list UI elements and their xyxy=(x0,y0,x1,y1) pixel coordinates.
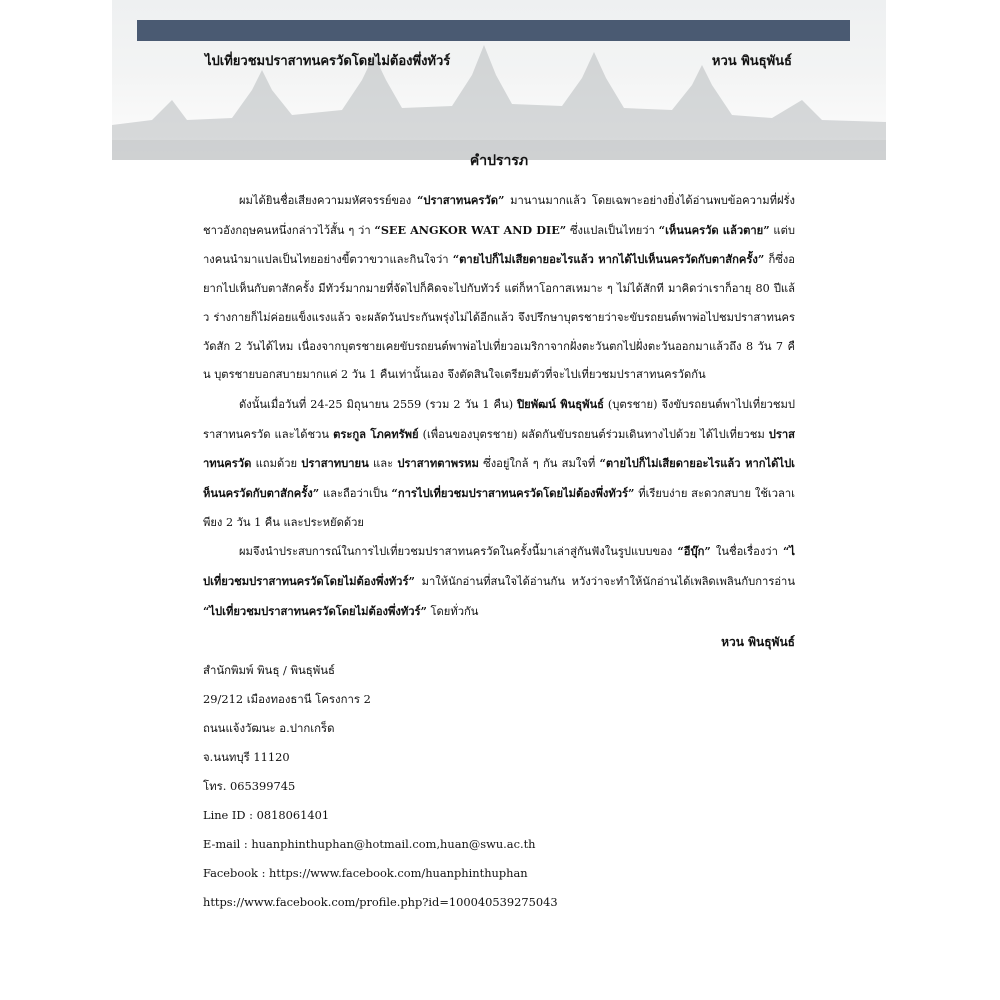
text-run: ซึ่งแปลเป็นไทยว่า xyxy=(566,223,659,237)
text-run: โดยทั่วกัน xyxy=(426,604,479,618)
text-run: มานานมากแล้ว โดยเฉพาะอย่างยิ่งได้อ่านพบข้อความที่ฝรั่งชาวอังกฤษคนหนึ่งกล่าวไว้สั้น ๆ ว่า xyxy=(203,194,796,237)
publisher-facebook: Facebook : https://www.facebook.com/huanphinthuphan xyxy=(203,866,528,880)
text-run: ในชื่อเรื่องว่า xyxy=(710,545,783,559)
text-run: และ xyxy=(368,457,398,471)
running-author: หวน พินธุพันธ์ xyxy=(711,54,792,69)
text-run: (เพื่อนของบุตรชาย) ผลัดกันขับรถยนต์ร่วมเดินทางไปด้วย ได้ไปเที่ยวชม xyxy=(418,427,769,441)
preface-paragraph-1 xyxy=(203,186,795,390)
bold-text-run: “ปราสาทนครวัด” xyxy=(416,193,505,207)
publisher-info xyxy=(203,656,803,917)
bold-text-run: “ไปเที่ยวชมปราสาทนครวัดโดยไม่ต้องพึ่งทัวร์” xyxy=(203,544,795,589)
bold-text-run: “ตายไปก็ไม่เสียดายอะไรแล้ว หากได้ไปเห็นนครวัดกับตาสักครั้ง” xyxy=(452,252,765,267)
bold-text-run: “การไปเที่ยวชมปราสาทนครวัดโดยไม่ต้องพึ่งทัวร์” xyxy=(391,486,635,501)
bold-text-run: “ไปเที่ยวชมปราสาทนครวัดโดยไม่ต้องพึ่งทัวร์” xyxy=(203,603,427,618)
text-run: ดังนั้นเมื่อวันที่ 24-25 มิถุนายน 2559 (รวม 2 วัน 1 คืน) xyxy=(239,397,518,411)
publisher-address-line-2: ถนนแจ้งวัฒนะ อ.ปากเกร็ด xyxy=(203,721,335,735)
text-run: ที่เรียบง่าย สะดวกสบาย ใช้เวลาเพียง 2 วัน 1 คืน และประหยัดด้วย xyxy=(203,487,795,529)
publisher-facebook-profile: https://www.facebook.com/profile.php?id=100040539275043 xyxy=(203,895,558,909)
publisher-address-line-3: จ.นนทบุรี 11120 xyxy=(203,750,290,764)
text-run: (บุตรชาย) จึงขับรถยนต์พาไปเที่ยวชมปราสาทนครวัด และได้ชวน xyxy=(203,397,795,441)
text-run: ซึ่งอยู่ใกล้ ๆ กัน สมใจที่ xyxy=(478,457,600,471)
publisher-phone: โทร. 065399745 xyxy=(203,779,296,793)
preface-signature: หวน พินธุพันธ์ xyxy=(721,634,795,649)
text-run: แต่บางคนนำมาแปลเป็นไทยอย่างขี้ตวาขวาและกินใจว่า xyxy=(203,223,796,267)
text-run: ผมจึงนำประสบการณ์ในการไปเที่ยวชมปราสาทนครวัดในครั้งนี้มาเล่าสู่กันฟังในรูปแบบของ xyxy=(239,545,678,559)
preface-title: คำปรารภ xyxy=(469,153,529,169)
running-title: ไปเที่ยวชมปราสาทนครวัดโดยไม่ต้องพึ่งทัวร์ xyxy=(205,54,451,69)
header-bar xyxy=(137,20,850,41)
bold-text-run: ปราสาทนครวัด xyxy=(203,426,795,471)
bold-text-run: ปราสาทตาพรหม xyxy=(397,456,479,471)
preface-paragraph-2 xyxy=(203,390,795,538)
bold-text-run: “ตายไปก็ไม่เสียดายอะไรแล้ว หากได้ไปเห็นนครวัดกับตาสักครั้ง” xyxy=(203,456,795,501)
text-run: และถือว่าเป็น xyxy=(319,487,392,501)
preface-paragraph-3 xyxy=(203,537,795,626)
text-run: ก็ซึ่งอยากไปเห็นกับตาสักครั้ง มีทัวร์มากมายที่จัดไปก็คิดจะไปกับทัวร์ แต่ก็หาโอกาสเหมาะ ๆ ไม่ได้สักที มาคิดว่าเราก็อายุ 80 ปีแล้ว ร่างกายก็ไม่ค่อยแข็งแรงแล้ว จะผลัดวันประกันพรุ่งไม่ได้อีกแล้ว จึงปรึกษาบุตรชายว่าจะขับรถยนต์พาพ่อไปชมปราสาทนครวัดสัก 2 วันได้ไหม เนื่องจากบุตรชายเคยขับรถยนต์พาพ่อไปเที่ยวอเมริกาจากฝั่งตะวันตกไปฝั่งตะวันออกมาแล้วถึง 8 วัน 7 คืน บุตรชายบอกสบายมากแค่ 2 วัน 1 คืนเท่านั้นเอง จึงตัดสินใจเตรียมตัวที่จะไปเที่ยวชมปราสาทนครวัดกัน xyxy=(203,253,795,382)
bold-text-run: “อีบุ๊ก” xyxy=(677,544,711,559)
bold-text-run: “SEE ANGKOR WAT AND DIE” xyxy=(374,222,567,237)
text-run: มาให้นักอ่านที่สนใจได้อ่านกัน หวังว่าจะทำให้นักอ่านได้เพลิดเพลินกับการอ่าน xyxy=(414,575,795,589)
publisher-name: สำนักพิมพ์ พินธุ / พินธุพันธ์ xyxy=(203,663,335,677)
text-run: แถมด้วย xyxy=(251,457,302,471)
preface-section xyxy=(203,150,795,657)
text-run: ผมได้ยินชื่อเสียงความมหัศจรรย์ของ xyxy=(239,194,417,207)
publisher-line-id: Line ID : 0818061401 xyxy=(203,808,330,822)
bold-text-run: ปิยพัฒน์ พินธุพันธ์ xyxy=(517,396,604,411)
publisher-address-line-1: 29/212 เมืองทองธานี โครงการ 2 xyxy=(203,692,371,706)
bold-text-run: ปราสาทบายน xyxy=(301,456,369,471)
bold-text-run: “เห็นนครวัด แล้วตาย” xyxy=(658,222,770,237)
bold-text-run: ตระกูล โภคทรัพย์ xyxy=(333,426,419,441)
publisher-email: E-mail : huanphinthuphan@hotmail.com,huan@swu.ac.th xyxy=(203,837,536,851)
